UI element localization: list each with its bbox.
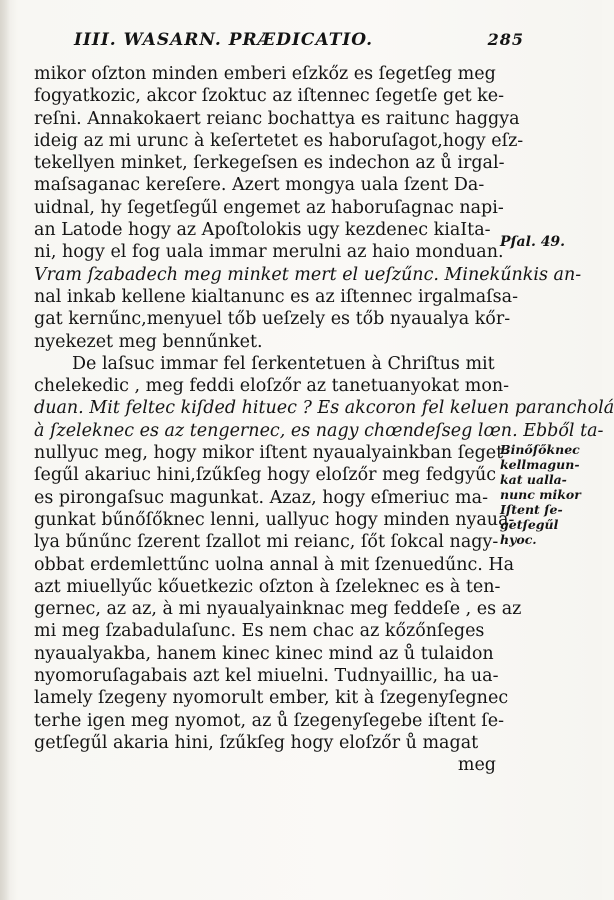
- margin-note-line: getſegűl: [500, 517, 559, 532]
- text-line: chelekedic , meg feddi eloſzőr az tanetuanyokat mon-: [34, 376, 510, 397]
- text-line: reſni. Annakokaert reianc bochattya es raitunc haggya: [34, 108, 520, 129]
- psalm-reference: Pſal. 49.: [500, 234, 566, 250]
- margin-note-line: kellmagun-: [500, 457, 580, 472]
- text-line: Vram ſzabadech meg minket mert el ueſzűnc. Minekűnkis an-: [34, 264, 582, 285]
- margin-note-line: kat ualla-: [500, 472, 567, 487]
- text-line: nyekezet meg bennűnket.: [34, 331, 263, 352]
- margin-reference: [500, 235, 600, 250]
- text-line: maſsaganac kereſere. Azert mongya uala ſzent Da-: [34, 175, 485, 196]
- text-line: nullyuc meg, hogy mikor iſtent nyaualyainkban ſeget-: [34, 443, 510, 464]
- margin-note-line: hyoc.: [500, 532, 537, 547]
- page-number: 285: [487, 30, 524, 49]
- text-line: lamely ſzegeny nyomorult ember, kit à ſzegenyſegnec: [34, 688, 509, 709]
- text-line: lya bűnűnc ſzerent ſzallot mi reianc, ſőt ſokcal nagy-: [34, 532, 499, 553]
- running-title: IIII. WASARN. PRÆDICATIO.: [74, 30, 374, 50]
- text-line: getſegűl akaria hini, ſzűkſeg hogy eloſzőr ů magat: [34, 732, 479, 753]
- margin-note-line: nunc mikor: [500, 487, 581, 502]
- margin-note: [500, 442, 600, 547]
- text-line: nyomoruſagabais azt kel miuelni. Tudnyaillic, ha ua-: [34, 666, 499, 687]
- text-line: De laſsuc immar fel ſerkentetuen à Chriſtus mit: [72, 353, 495, 374]
- text-line: an Latode hogy az Apoſtolokis ugy kezdenec kiaIta-: [34, 220, 491, 241]
- text-line: fogyatkozic, akcor ſzoktuc az iſtennec ſegetſe get ke-: [34, 86, 505, 107]
- text-line: à ſzeleknec es az tengernec, es nagy chœndeſseg lœn. Ebből ta-: [34, 420, 604, 441]
- text-line: azt miuellyűc kőuetkezic oſzton à ſzeleknec es à ten-: [34, 576, 501, 597]
- text-line: tekellyen minket, ſerkegeſsen es indechon az ů irgal-: [34, 153, 505, 174]
- text-line: uidnal, hy ſegetſegűl engemet az haboruſagnac napi-: [34, 197, 504, 218]
- text-line: nal inkab kellene kialtanunc es az iſtennec irgalmaſsa-: [34, 286, 518, 307]
- text-line: mi meg ſzabadulaſunc. Es nem chac az kőzőnſeges: [34, 621, 485, 642]
- text-line: meg: [457, 755, 496, 776]
- margin-note-line: Iſtent ſe-: [500, 502, 563, 517]
- text-line: nyaualyakba, hanem kinec kinec mind az ů tulaidon: [34, 643, 494, 664]
- text-line: gat kernűnc,menyuel tőb ueſzely es tőb nyaualya kőr-: [34, 309, 511, 330]
- text-line: duan. Mit feltec kiſded hituec ? Es akcoron fel keluen parancholá: [34, 398, 614, 419]
- text-line: ni, hogy el fog uala immar merulni az haio monduan.: [34, 242, 504, 263]
- running-header: [74, 30, 524, 54]
- text-line: terhe igen meg nyomot, az ů ſzegenyſegebe iſtent ſe-: [34, 710, 505, 731]
- text-line: gernec, az az, à mi nyaualyainknac meg feddeſe , es az: [34, 599, 522, 620]
- page-gutter-shadow: [0, 0, 10, 900]
- text-line: ideig az mi urunc à keſertetet es haboruſagot,hogy eſz-: [34, 130, 524, 151]
- text-line: mikor oſzton minden emberi eſzkőz es ſegetſeg meg: [34, 64, 496, 84]
- text-line: es pirongaſsuc magunkat. Azaz, hogy eſmeriuc ma-: [34, 487, 488, 508]
- margin-note-line: Binőſőknec: [500, 442, 580, 457]
- text-line: obbat erdemlettűnc uolna annal à mit ſzenuedűnc. Ha: [34, 554, 515, 575]
- text-line: ſegűl akariuc hini,ſzűkſeg hogy eloſzőr meg fedgyűc: [34, 465, 497, 486]
- text-line: gunkat bűnőſőknec lenni, uallyuc hogy minden nyaua-: [34, 509, 515, 530]
